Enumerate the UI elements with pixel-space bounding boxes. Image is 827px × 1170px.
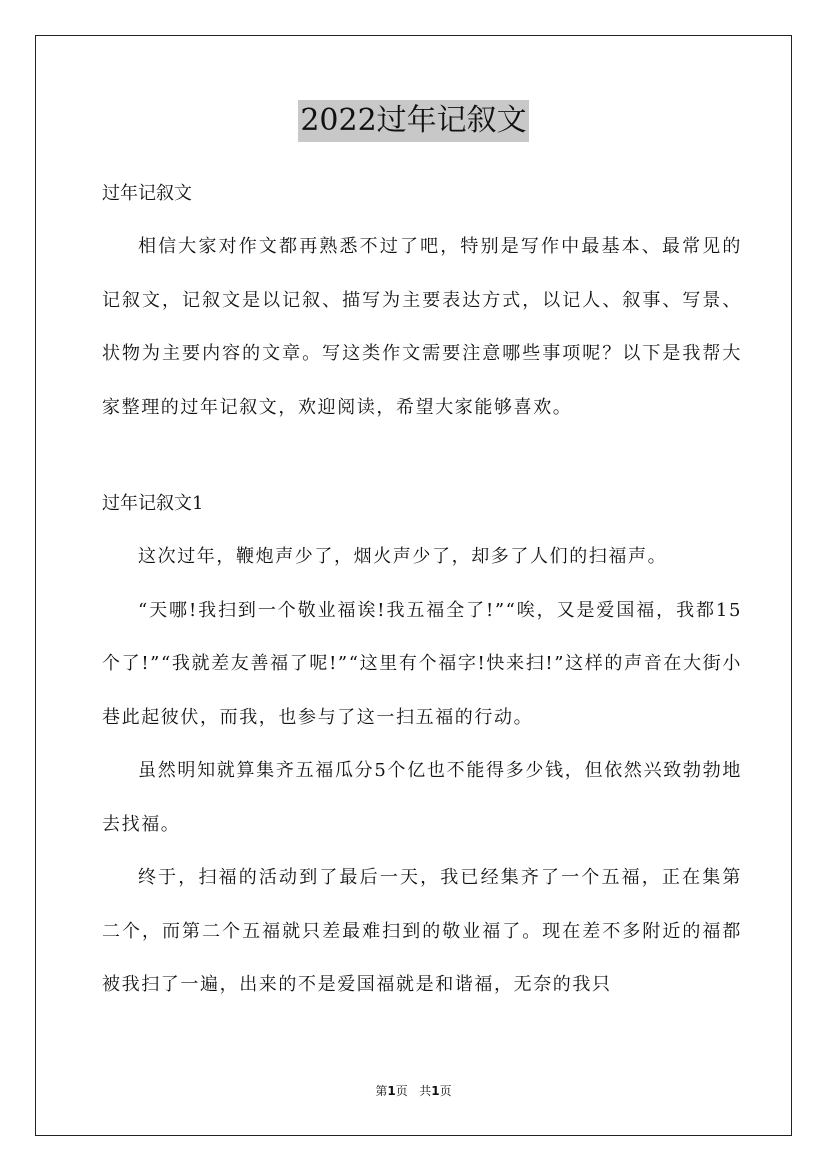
section-heading: 过年记叙文 — [102, 183, 192, 204]
page-number: 1 — [387, 1084, 396, 1098]
paragraph: 这次过年，鞭炮声少了，烟火声少了，却多了人们的扫福声。 — [138, 546, 668, 567]
total-suffix: 页 — [439, 1084, 452, 1098]
paragraph: “天哪!我扫到一个敬业福诶!我五福全了!”“唉，又是爱国福，我都15个了!”“我就差友善福了呢!”“这里有个福字!快来扫!”这样的声音在大街小巷此起彼伏，而我，也参与了这一扫五福的行动。 — [102, 599, 742, 728]
paragraph: 虽然明知就算集齐五福瓜分5个亿也不能得多少钱，但依然兴致勃勃地去找福。 — [102, 760, 742, 835]
intro-paragraph: 相信大家对作文都再熟悉不过了吧，特别是写作中最基本、最常见的记叙文，记叙文是以记叙、描写为主要表达方式，以记人、叙事、写景、状物为主要内容的文章。写这类作文需要注意哪些事项呢？以下是我帮大家整理的过年记叙文，欢迎阅读，希望大家能够喜欢。 — [102, 236, 742, 418]
page-footer — [0, 1082, 827, 1099]
section-heading-1: 过年记叙文1 — [102, 493, 204, 514]
document-title: 2022过年记叙文 — [298, 100, 528, 142]
title-container — [0, 100, 827, 142]
document-body — [102, 174, 742, 1012]
page-suffix: 页 — [395, 1084, 408, 1098]
paragraph: 终于，扫福的活动到了最后一天，我已经集齐了一个五福，正在集第二个，而第二个五福就只差最难扫到的敬业福了。现在差不多附近的福都被我扫了一遍，出来的不是爱国福就是和谐福，无奈的我只 — [102, 867, 742, 995]
section-gap — [102, 434, 742, 484]
total-pages: 1 — [431, 1084, 440, 1098]
total-prefix: 共 — [419, 1084, 432, 1098]
page-prefix: 第 — [375, 1084, 388, 1098]
